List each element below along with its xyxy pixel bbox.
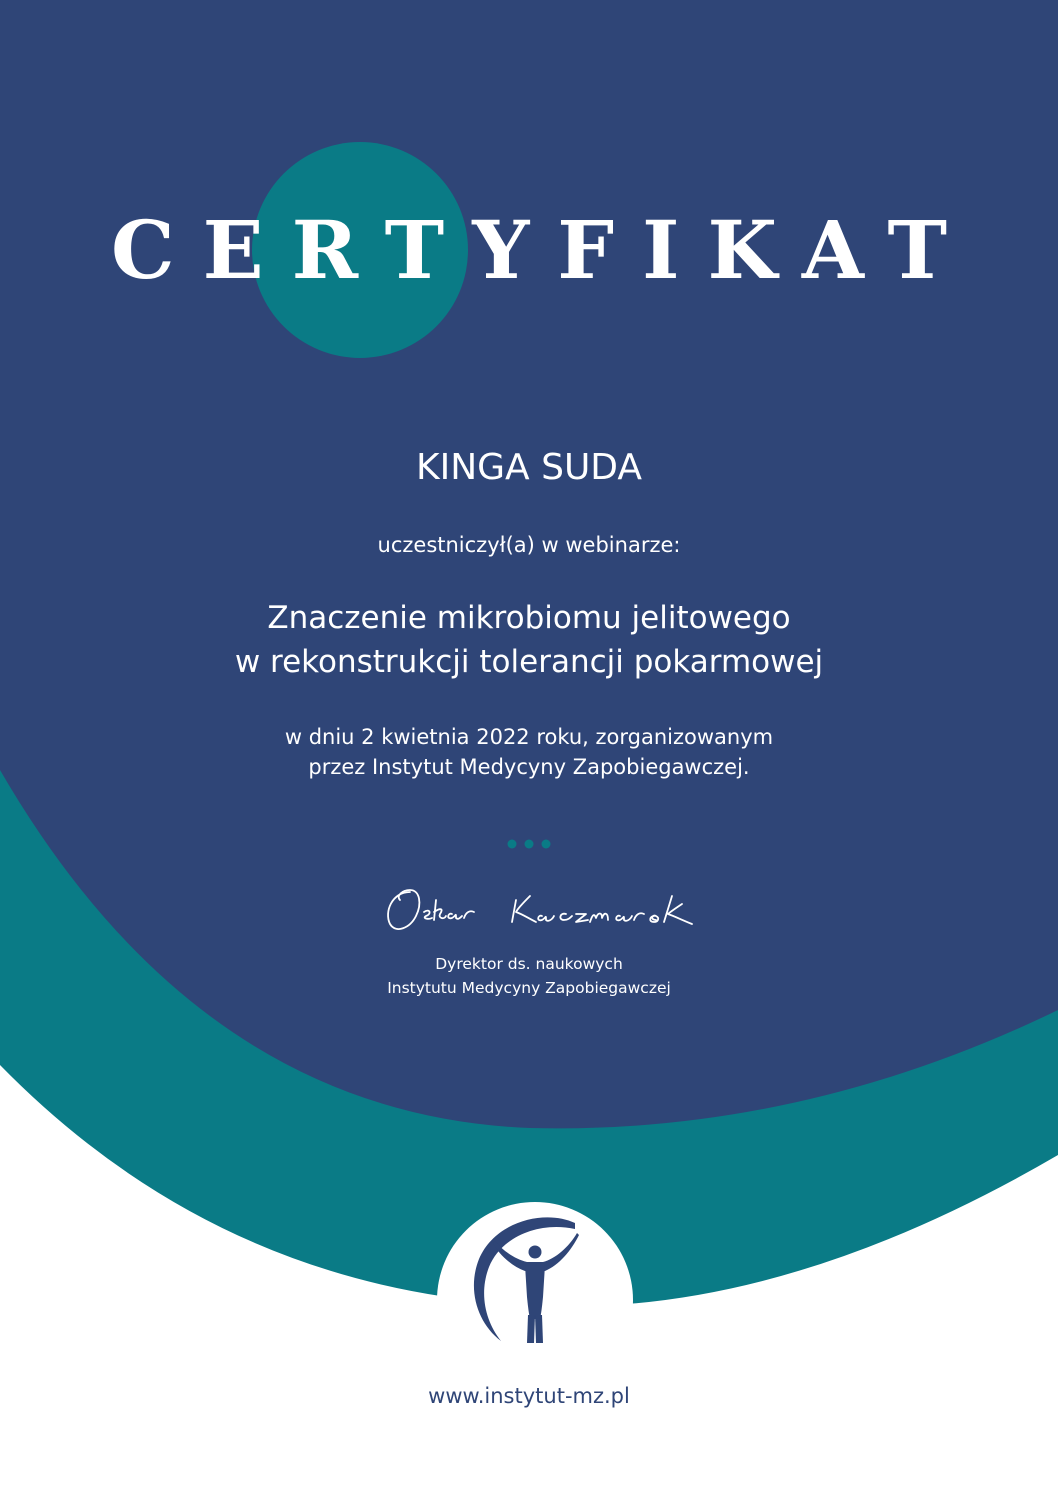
webinar-title [0,596,1058,684]
signer-role-line: Instytutu Medycyny Zapobiegawczej [387,979,671,997]
human-figure-arc-logo-icon [465,1215,590,1350]
webinar-title-line: w rekonstrukcji tolerancji pokarmowej [234,644,824,680]
signer-role-line: Dyrektor ds. naukowych [435,955,623,973]
signature [380,878,700,940]
three-dots-icon [506,838,552,850]
certificate-title: CERTYFIKAT [110,203,976,297]
event-details-line: przez Instytut Medycyny Zapobiegawczej. [308,755,750,779]
event-details [0,722,1058,782]
event-details-line: w dniu 2 kwietnia 2022 roku, zorganizowanym [284,725,774,749]
signer-role [0,952,1058,1000]
website-link[interactable]: www.instytut-mz.pl [428,1384,630,1408]
recipient-name: KINGA SUDA [415,447,643,488]
webinar-title-line: Znaczenie mikrobiomu jelitowego [267,600,791,636]
participation-line: uczestniczył(a) w webinarze: [377,533,681,557]
